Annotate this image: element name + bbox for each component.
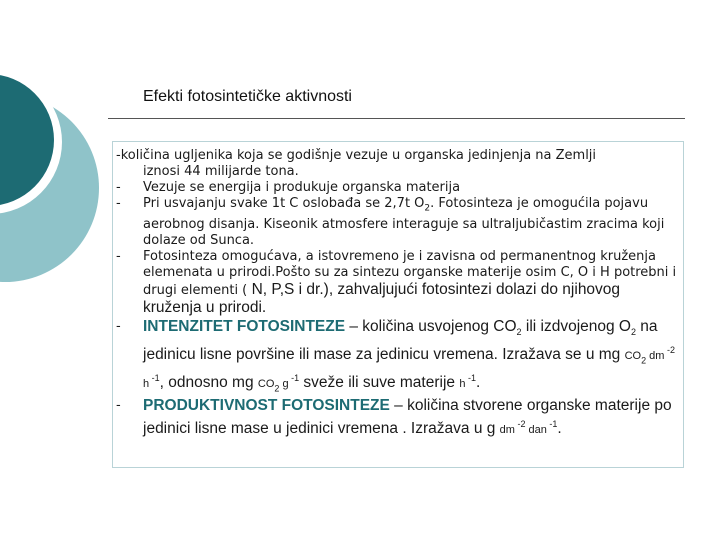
intenzitet-label: INTENZITET FOTOSINTEZE [143, 317, 346, 335]
bullet-list [116, 148, 681, 439]
intro-cont: iznosi 44 milijarde tona. [143, 164, 299, 179]
list-item [116, 249, 681, 317]
produktivnost-label: PRODUKTIVNOST FOTOSINTEZE [143, 397, 390, 415]
bullet-dash: - [116, 248, 121, 264]
list-item [116, 196, 681, 249]
item-text: Pri usvajanju svake 1t C oslobađa se 2,7t $O_2$. Fotosinteza je omogućila pojavu aerobnog disanja. Kiseonik atmosfere interaguje sa ultraljubičastim zracima koji dolaze od Sunca. [143, 196, 665, 248]
intro-paragraph [116, 148, 681, 180]
bullet-dash: - [116, 398, 121, 414]
list-item [116, 397, 681, 439]
item-text: PRODUKTIVNOST FOTOSINTEZE – količina stvorene organske materije po jedinici lisne mase u jedinici vremena . Izražava u g dm $^{-2}$ dan $^{-1}$. [143, 397, 672, 438]
list-item [116, 180, 681, 196]
page-title: Efekti fotosintetičke aktivnosti [143, 88, 352, 105]
title-divider [108, 118, 685, 119]
bullet-dash: - [116, 318, 121, 334]
item-text: Vezuje se energija i produkuje organska materija [143, 180, 461, 195]
list-item [116, 318, 681, 398]
intro-lead: -količina ugljenika koja se godišnje vezuje u organska jedinjenja na Zemlji [116, 148, 597, 163]
item-text: Fotosinteza omogućava, a istovremeno je i zavisna od permanentnog kruženja elemenata u prirodi.Pošto su za sintezu organske materije osim C, O i H potrebni i drugi elementi ( N, P,S i dr.), zahvaljujući fotosintezi dolazi do njihovog kruženja u prirodi. [143, 248, 677, 316]
bullet-dash: - [116, 180, 121, 195]
item-text: INTENZITET FOTOSINTEZE – količina usvojenog $CO_2$ ili izdvojenog $O_2$ na jedinicu lisne površine ili mase za jedinicu vremena. Izražava se u mg $CO_2$ dm $^{-2}$ h $^{-1}$, odnosno mg $CO_2$ g $^{-1}$ sveže ili suve materije h $^{-1}$. [143, 317, 675, 394]
bullet-dash: - [116, 196, 121, 211]
